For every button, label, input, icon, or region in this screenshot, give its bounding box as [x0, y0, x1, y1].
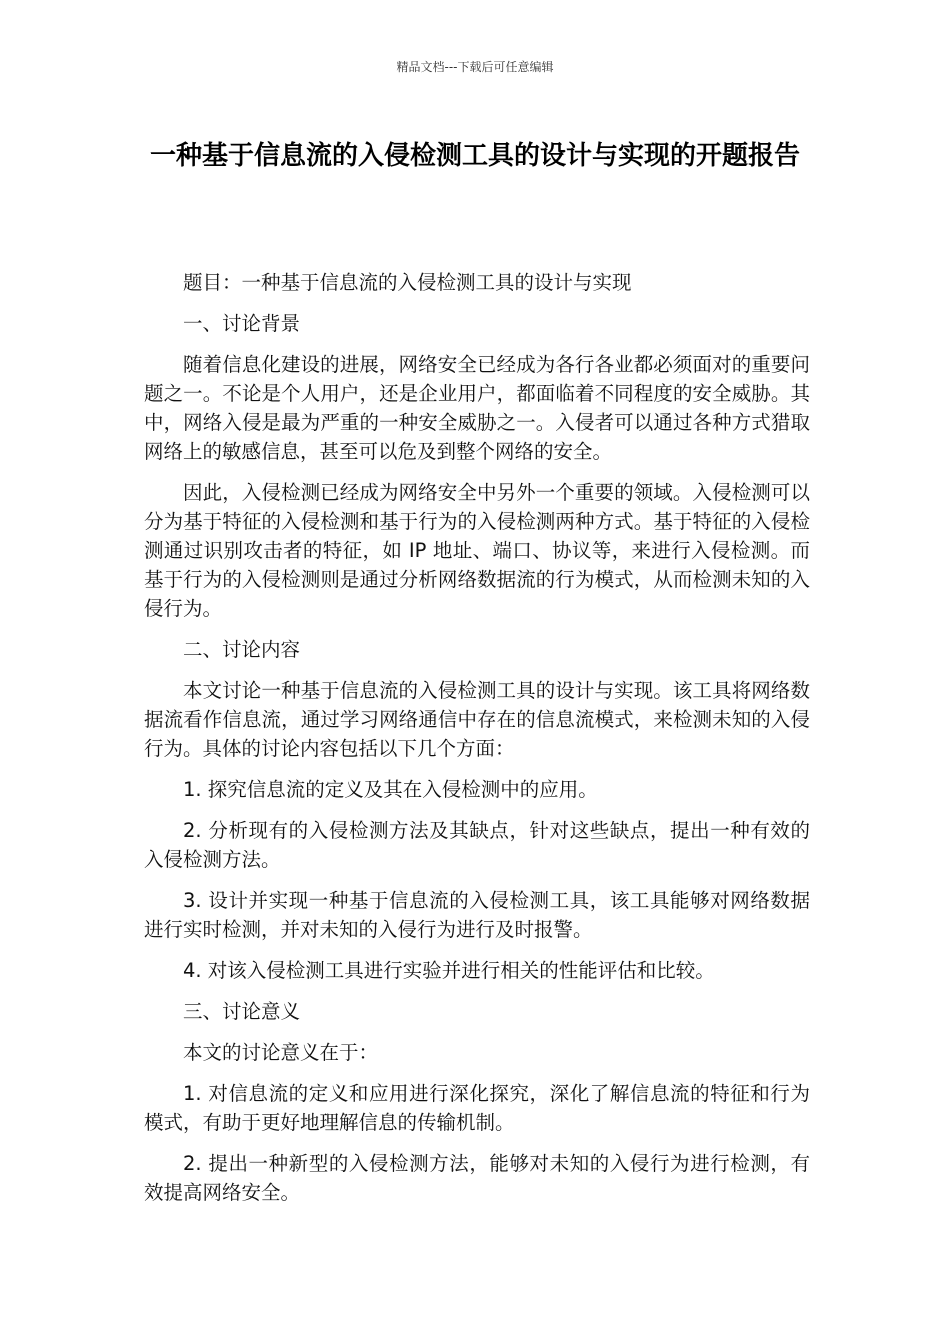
list-item: 3. 设计并实现一种基于信息流的入侵检测工具，该工具能够对网络数据进行实时检测，并对未知的入侵行为进行及时报警。 [144, 889, 810, 941]
section-heading-background: 一、讨论背景 [183, 312, 301, 335]
list-item: 1. 探究信息流的定义及其在入侵检测中的应用。 [183, 778, 598, 801]
paragraph: 随着信息化建设的进展，网络安全已经成为各行各业都必须面对的重要问题之一。不论是个人用户，还是企业用户，都面临着不同程度的安全威胁。其中，网络入侵是最为严重的一种安全威胁之一。入侵者可以通过各种方式猎取网络上的敏感信息，甚至可以危及到整个网络的安全。 [144, 353, 810, 463]
paragraph-topic: 题目：一种基于信息流的入侵检测工具的设计与实现 [183, 271, 632, 294]
section-heading-significance: 三、讨论意义 [183, 1000, 301, 1023]
paragraph: 本文讨论一种基于信息流的入侵检测工具的设计与实现。该工具将网络数据流看作信息流，通过学习网络通信中存在的信息流模式，来检测未知的入侵行为。具体的讨论内容包括以下几个方面： [144, 679, 810, 760]
list-item: 1. 对信息流的定义和应用进行深化探究，深化了解信息流的特征和行为模式，有助于更好地理解信息的传输机制。 [144, 1082, 810, 1134]
document-title: 一种基于信息流的入侵检测工具的设计与实现的开题报告 [149, 141, 800, 171]
paragraph: 本文的讨论意义在于： [183, 1041, 379, 1064]
list-item: 2. 提出一种新型的入侵检测方法，能够对未知的入侵行为进行检测，有效提高网络安全。 [144, 1152, 810, 1204]
page-header: 精品文档---下载后可任意编辑 [396, 60, 554, 74]
list-item: 4. 对该入侵检测工具进行实验并进行相关的性能评估和比较。 [183, 959, 715, 982]
section-heading-content: 二、讨论内容 [183, 638, 301, 661]
list-item: 2. 分析现有的入侵检测方法及其缺点，针对这些缺点，提出一种有效的入侵检测方法。 [144, 819, 810, 871]
paragraph: 因此，入侵检测已经成为网络安全中另外一个重要的领域。入侵检测可以分为基于特征的入侵检测和基于行为的入侵检测两种方式。基于特征的入侵检测通过识别攻击者的特征，如 IP 地址、端口、协议等，来进行入侵检测。而基于行为的入侵检测则是通过分析网络数据流的行为模式，从而检测未知的入侵行为。 [144, 481, 810, 620]
document-body [144, 268, 810, 1219]
